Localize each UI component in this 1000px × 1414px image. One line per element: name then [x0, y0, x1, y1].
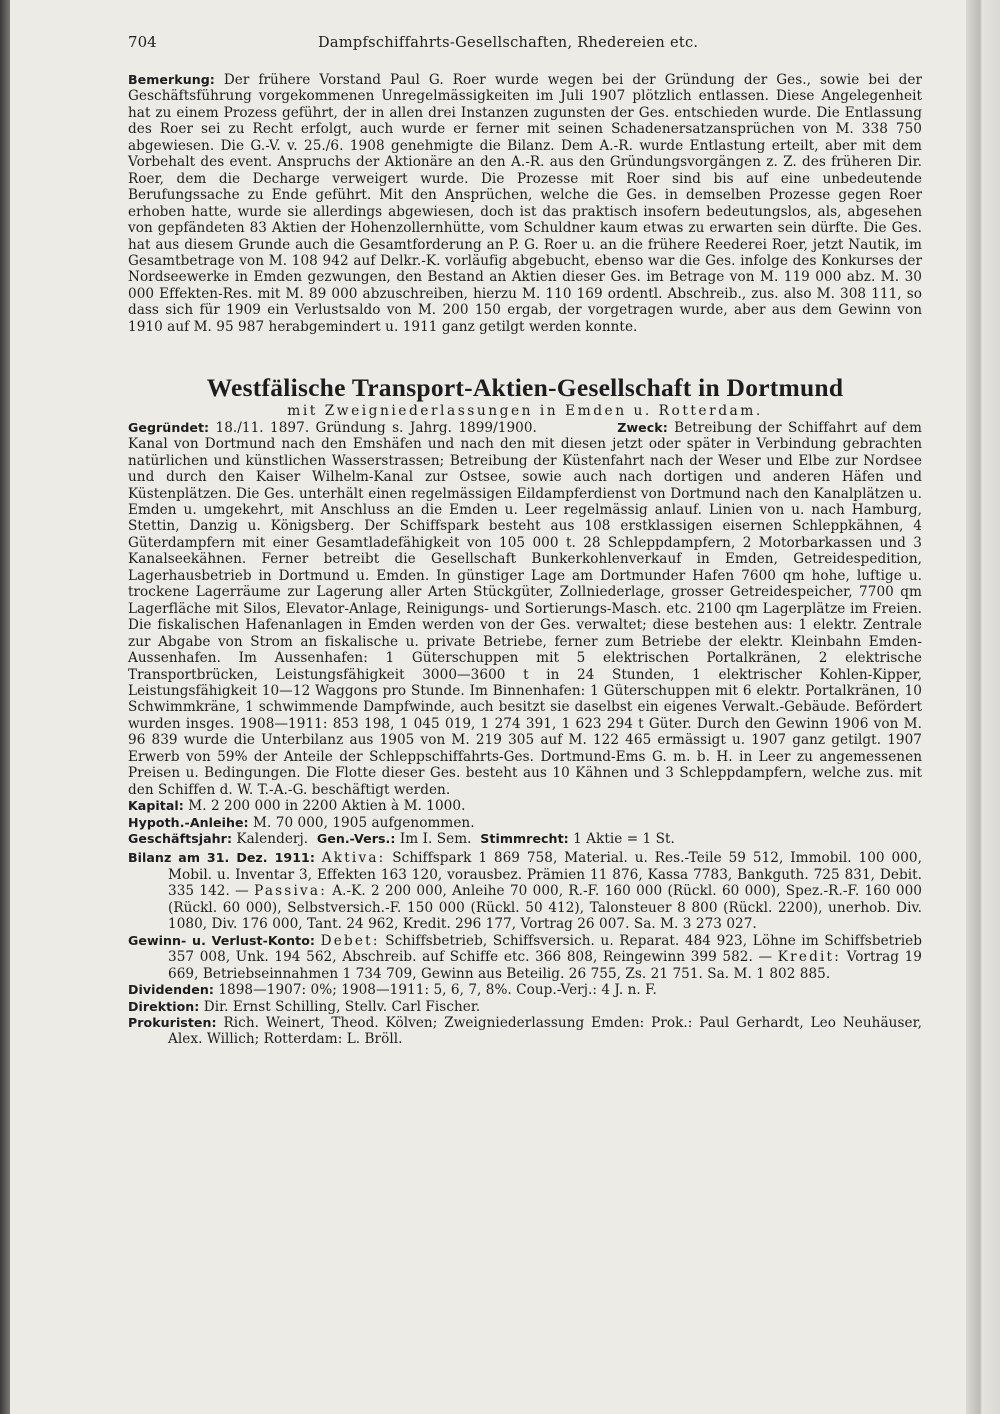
gewinn-paragraph	[128, 933, 922, 982]
gegruendet-text: 18./11. 1897. Gründung s. Jahrg. 1899/1900.	[215, 419, 537, 436]
geschaeftsjahr-label: Geschäftsjahr:	[128, 831, 233, 847]
dividenden-label: Dividenden:	[128, 982, 214, 998]
company-title: Westfälische Transport-Aktien-Gesellschaft in Dortmund	[206, 373, 844, 403]
passiva-text: A.-K. 2 200 000, Anleihe 70 000, R.-F. 160 000 (Rückl. 60 000), Spez.-R.-F. 160 000 (Rückl. 60 000), Selbstversich.-F. 150 000 (Rückl. 50 412), Talonsteuer 8 800 (Rückl. 2200), unerhob. Div. 1080, Div. 176 000, Tant. 24 962, Kredit. 296 177, Vortrag 26 007. Sa. M. 3 273 027.	[168, 883, 922, 933]
running-header	[128, 34, 922, 64]
gewinn-label: Gewinn- u. Verlust-Konto:	[128, 932, 316, 948]
hypoth-text: M. 70 000, 1905 aufgenommen.	[253, 814, 475, 831]
kapital-label: Kapital:	[128, 798, 184, 814]
bemerkung-paragraph	[128, 72, 922, 335]
prokuristen-text: Rich. Weinert, Theod. Kölven; Zweigniederlassung Emden: Prok.: Paul Gerhardt, Leo Neuhäuser, Alex. Willich; Rotterdam: L. Bröll.	[168, 1015, 922, 1048]
page-fold-edge	[966, 0, 1000, 1414]
hypoth-label: Hypoth.-Anleihe:	[128, 814, 249, 830]
gen-vers-text: Im I. Sem.	[399, 831, 472, 848]
hypoth-line	[128, 815, 922, 831]
aktiva-label: Aktiva:	[321, 850, 386, 867]
company-description	[128, 420, 922, 798]
company-subtitle: mit Zweigniederlassungen in Emden u. Rotterdam.	[287, 403, 763, 420]
stimmrecht-label: Stimmrecht:	[480, 831, 569, 847]
running-title: Dampfschiffahrts-Gesellschaften, Rhedereien etc.	[318, 35, 699, 51]
prokuristen-label: Prokuristen:	[128, 1015, 217, 1031]
page-number: 704	[128, 33, 157, 51]
kredit-text: Vortrag 19 669, Betriebseinnahmen 1 734 709, Gewinn aus Beteilig. 26 755, Zs. 21 751. Sa. M. 1 802 885.	[168, 949, 922, 982]
bemerkung-text: Der frühere Vorstand Paul G. Roer wurde wegen bei der Gründung der Ges., sowie bei der Geschäftsführung vorgekommenen Unregelmässigkeiten im Juli 1907 plötzlich entlassen. Diese Angelegenheit hat zu einem Prozess geführt, der in allen drei Instanzen zugunsten der Ges. entschieden wurde. Die Entlassung des Roer sei zu Recht erfolgt, auch wurde er ferner mit seinen Schadenersatzansprüchen von M. 338 750 abgewiesen. Die G.-V. v. 25./6. 1908 genehmigte die Bilanz. Dem A.-R. wurde Entlastung erteilt, aber mit dem Vorbehalt des event. Anspruchs der Aktionäre an den A.-R. aus den Gründungsvorgängen z. Z. des früheren Dir. Roer, dem die Decharge verweigert wurde. Die Prozesse mit Roer sind bis auf eine unbedeutende Berufungssache zu Ende geführt. Mit den Ansprüchen, welche die Ges. in demselben Prozesse gegen Roer erhoben hatte, wurde sie allerdings abgewiesen, doch ist das praktisch insofern bedeutungslos, als, abgesehen von gepfändeten 83 Aktien der Hohenzollernhütte, vom Schuldner kaum etwas zu erwarten sein dürfte. Die Ges. hat aus diesem Grunde auch die Gesamtforderung an P. G. Roer u. an die frühere Reederei Roer, jetzt Nautik, im Gesamtbetrage von M. 108 942 auf Delkr.-K. vorläufig abgebucht, ebenso war die Ges. infolge des Konkurses der Nordseewerke in Emden gezwungen, den Bestand an Aktien dieser Ges. im Betrage von M. 119 000 abz. M. 30 000 Effekten-Res. mit M. 89 000 abzuschreiben, hierzu M. 110 169 ordentl. Abschreib., zus. also M. 308 111, so dass sich für 1909 ein Verlustsaldo von M. 200 150 ergab, der vorgetragen wurde, aber aus dem Gewinn von 1910 auf M. 95 987 herabgemindert u. 1911 ganz getilgt werden konnte.	[128, 72, 922, 335]
dividenden-text: 1898—1907: 0%; 1908—1911: 5, 6, 7, 8%. Coup.-Verj.: 4 J. n. F.	[218, 982, 657, 999]
bilanz-label: Bilanz am 31. Dez. 1911:	[128, 850, 315, 866]
gegruendet-label: Gegründet:	[128, 419, 210, 435]
passiva-label: Passiva:	[254, 883, 327, 900]
dividenden-line	[128, 982, 922, 998]
page-column	[128, 34, 922, 1048]
zweck-text: Betreibung der Schiffahrt auf dem Kanal von Dortmund nach den Emshäfen und nach den mit diesen jetzt oder später in Verbindung gebrachten natürlichen und künstlichen Wasserstrassen; Betreibung der Küstenfahrt nach der Weser und Elbe zur Nordsee und durch den Kaiser Wilhelm-Kanal zur Ostsee, sowie auch nach dortigen und anderen Häfen und Küstenplätzen. Die Ges. unterhält einen regelmässigen Eildampferdienst von Dortmund nach den Kanalplätzen u. Emden u. umgekehrt, mit Anschluss an die Emden u. Leer regelmässig anlauf. Linien von u. nach Hamburg, Stettin, Danzig u. Königsberg. Der Schiffspark besteht aus 108 erstklassigen eisernen Schleppkähnen, 4 Güterdampfern mit einer Gesamtladefähigkeit von 105 000 t. 28 Schleppdampfern, 2 Motorbarkassen und 3 Kanalseekähnen. Ferner betreibt die Gesellschaft Bunkerkohlenverkauf in Emden, Getreidespedition, Lagerhausbetrieb in Dortmund u. Emden. In günstiger Lage am Dortmunder Hafen 7600 qm hohe, luftige u. trockene Lagerräume zur Lagerung aller Arten Stückgüter, Zollniederlage, grosser Getreidespeicher, 7700 qm Lagerfläche mit Silos, Elevator-Anlage, Reinigungs- und Sortierungs-Masch. etc. 2100 qm Lagerplätze im Freien. Die fiskalischen Hafenanlagen in Emden werden von der Ges. verwaltet; diese bestehen aus: 1 elektr. Zentrale zur Abgabe von Strom an fiskalische u. private Betriebe, ferner zum Betriebe der elektr. Kleinbahn Emden-Aussenhafen. Im Aussenhafen: 1 Güterschuppen mit 5 elektrischen Portalkränen, 2 elektrische Transportbrücken, Leistungsfähigkeit 3000—3600 t in 24 Stunden, 1 elektrischer Kohlen-Kipper, Leistungsfähigkeit 10—12 Waggons pro Stunde. Im Binnenhafen: 1 Güterschuppen mit 6 elektr. Portalkränen, 10 Schwimmkräne, 1 schwimmende Dampfwinde, auch besitzt sie daselbst ein eigenes Verwalt.-Gebäude. Befördert wurden insges. 1908—1911: 853 198, 1 045 019, 1 274 391, 1 623 294 t Güter. Durch den Gewinn 1906 von M. 96 839 wurde die Unterbilanz aus 1905 von M. 219 305 auf M. 122 465 ermässigt u. 1907 ganz getilgt. 1907 Erwerb von 59% der Anteile der Schleppschiffahrts-Ges. Dortmund-Ems G. m. b. H. in Leer zu angemessenen Preisen u. Bedingungen. Die Flotte dieser Ges. besteht aus 10 Kähnen und 3 Schleppdampfern, welche zus. mit den Schiffen d. W. T.-A.-G. beschäftigt werden.	[128, 419, 922, 798]
kredit-label: Kredit:	[777, 949, 841, 966]
bilanz-paragraph	[128, 850, 922, 932]
page-binding-edge	[0, 0, 10, 1414]
aktiva-text: Schiffspark 1 869 758, Material. u. Res.-Teile 59 512, Immobil. 100 000, Mobil. u. Inventar 3, Effekten 163 120, vorausbez. Prämien 11 876, Kassa 7783, Bankguth. 725 831, Debit. 335 142. —	[168, 850, 922, 900]
gen-vers-label: Gen.-Vers.:	[316, 831, 396, 847]
kapital-line	[128, 798, 922, 814]
stimmrecht-text: 1 Aktie = 1 St.	[573, 831, 675, 848]
geschaeftsjahr-line	[128, 831, 922, 847]
zweck-label: Zweck:	[617, 419, 668, 435]
direktion-line	[128, 999, 922, 1015]
direktion-text: Dir. Ernst Schilling, Stellv. Carl Fischer.	[203, 998, 481, 1015]
debet-text: Schiffsbetrieb, Schiffsversich. u. Reparat. 484 923, Löhne im Schiffsbetrieb 357 008, Unk. 194 562, Abschreib. auf Schiffe etc. 366 808, Reingewinn 399 582. —	[168, 932, 922, 966]
geschaeftsjahr-text: Kalenderj.	[236, 831, 309, 848]
kapital-text: M. 2 200 000 in 2200 Aktien à M. 1000.	[188, 798, 466, 815]
bemerkung-label: Bemerkung:	[128, 72, 215, 87]
direktion-label: Direktion:	[128, 998, 200, 1014]
prokuristen-line	[128, 1015, 922, 1048]
debet-label: Debet:	[320, 932, 380, 949]
